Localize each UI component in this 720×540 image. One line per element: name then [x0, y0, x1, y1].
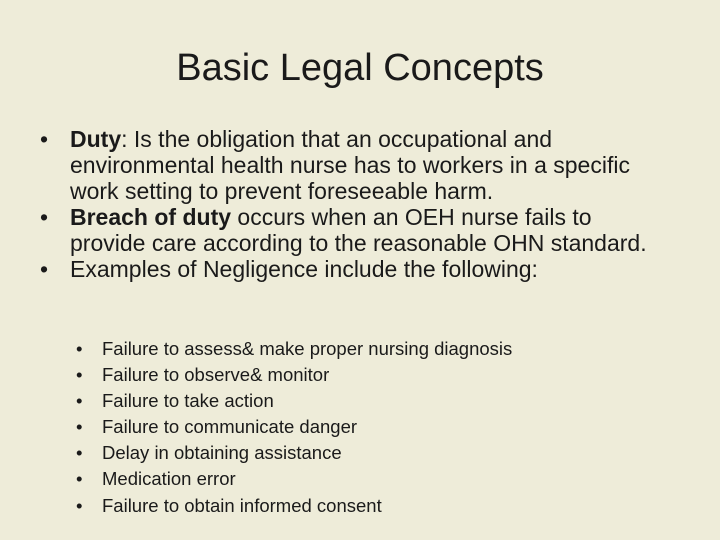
bullet-breach-of-duty	[40, 204, 660, 256]
bullet-icon: •	[40, 256, 49, 282]
negligence-examples-list	[76, 336, 512, 519]
bullet-icon: •	[76, 416, 83, 438]
bullet-icon: •	[40, 204, 49, 230]
bullet-text: occurs when an OEH nurse fails to provide care according to the reasonable OHN standard.	[70, 204, 647, 256]
bullet-icon: •	[76, 364, 83, 386]
list-item-text: Failure to obtain informed consent	[102, 494, 382, 516]
list-item	[76, 440, 512, 466]
list-item-text: Failure to take action	[102, 390, 274, 412]
list-item	[76, 388, 512, 414]
list-item	[76, 466, 512, 492]
list-item-text: Delay in obtaining assistance	[102, 442, 342, 464]
list-item	[76, 362, 512, 388]
bullet-text: Examples of Negligence include the following:	[70, 256, 538, 282]
bullet-text: : Is the obligation that an occupational and environmental health nurse has to workers in a specific work setting to prevent foreseeable harm.	[70, 126, 630, 204]
bullet-icon: •	[76, 442, 83, 464]
bullet-icon: •	[76, 494, 83, 516]
bullet-term: Duty	[70, 126, 122, 152]
list-item	[76, 493, 512, 519]
list-item-text: Medication error	[102, 468, 236, 490]
slide-title: Basic Legal Concepts	[176, 47, 544, 89]
bullet-duty	[40, 126, 660, 204]
bullet-icon: •	[40, 126, 49, 152]
list-item-text: Failure to communicate danger	[102, 416, 358, 438]
bullet-icon: •	[76, 468, 83, 490]
list-item-text: Failure to observe& monitor	[102, 364, 330, 386]
list-item	[76, 414, 512, 440]
main-bullet-list	[40, 126, 660, 282]
bullet-examples	[40, 256, 660, 282]
bullet-term: Breach of duty	[70, 204, 232, 230]
list-item	[76, 336, 512, 362]
bullet-icon: •	[76, 338, 83, 359]
list-item-text: Failure to assess& make proper nursing diagnosis	[102, 338, 513, 359]
bullet-icon: •	[76, 390, 83, 412]
